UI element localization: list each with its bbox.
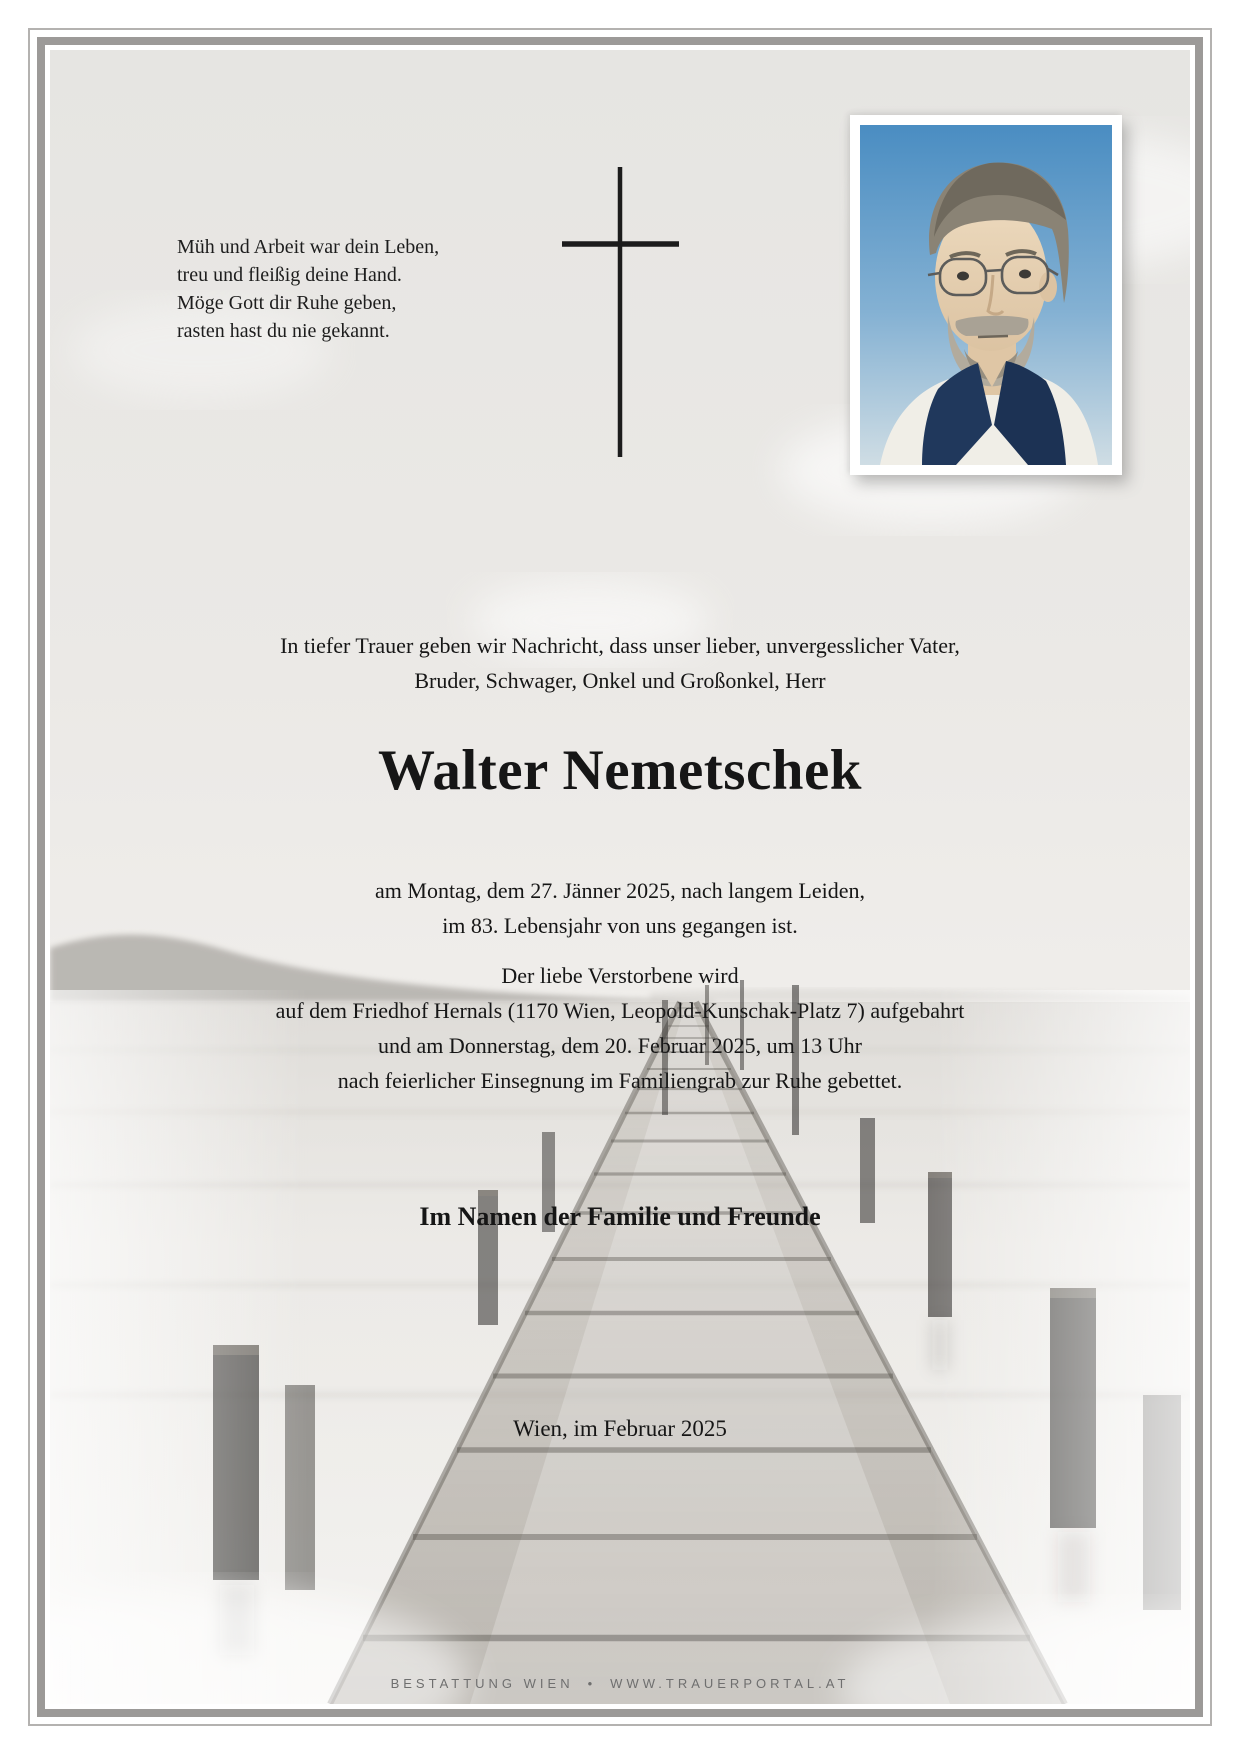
portrait-photo (850, 115, 1122, 475)
poem-line: rasten hast du nie gekannt. (177, 320, 390, 342)
poem-line: Möge Gott dir Ruhe geben, (177, 292, 397, 314)
footer-publisher: BESTATTUNG WIEN (390, 1676, 574, 1691)
announcement-intro (50, 628, 1190, 698)
funeral-details (50, 958, 1190, 1098)
bullet-separator-icon: • (587, 1676, 597, 1691)
death-details-line: im 83. Lebensjahr von uns gegangen ist. (442, 913, 798, 938)
family-closing: Im Namen der Familie und Freunde (419, 1202, 821, 1231)
cross-icon (556, 165, 684, 462)
funeral-details-line: auf dem Friedhof Hernals (1170 Wien, Leopold-Kunschak-Platz 7) aufgebahrt (275, 998, 965, 1023)
poem-line: Müh und Arbeit war dein Leben, (177, 236, 440, 258)
death-details (50, 873, 1190, 943)
deceased-name: Walter Nemetschek (378, 739, 862, 802)
announcement-intro-line: In tiefer Trauer geben wir Nachricht, dass unser lieber, unvergesslicher Vater, (280, 633, 960, 658)
footer-branding (50, 1676, 1190, 1691)
memorial-poem (177, 233, 439, 345)
card-content (50, 50, 1190, 1704)
announcement-intro-line: Bruder, Schwager, Onkel und Großonkel, Herr (414, 668, 826, 693)
funeral-details-line: und am Donnerstag, dem 20. Februar 2025, um 13 Uhr (378, 1033, 862, 1058)
death-details-line: am Montag, dem 27. Jänner 2025, nach langem Leiden, (375, 878, 865, 903)
footer-website: WWW.TRAUERPORTAL.AT (610, 1676, 850, 1691)
funeral-details-line: Der liebe Verstorbene wird (501, 963, 739, 988)
place-and-date: Wien, im Februar 2025 (513, 1416, 727, 1441)
poem-line: treu und fleißig deine Hand. (177, 264, 402, 286)
funeral-details-line: nach feierlicher Einsegnung im Familiengrab zur Ruhe gebettet. (337, 1068, 903, 1093)
